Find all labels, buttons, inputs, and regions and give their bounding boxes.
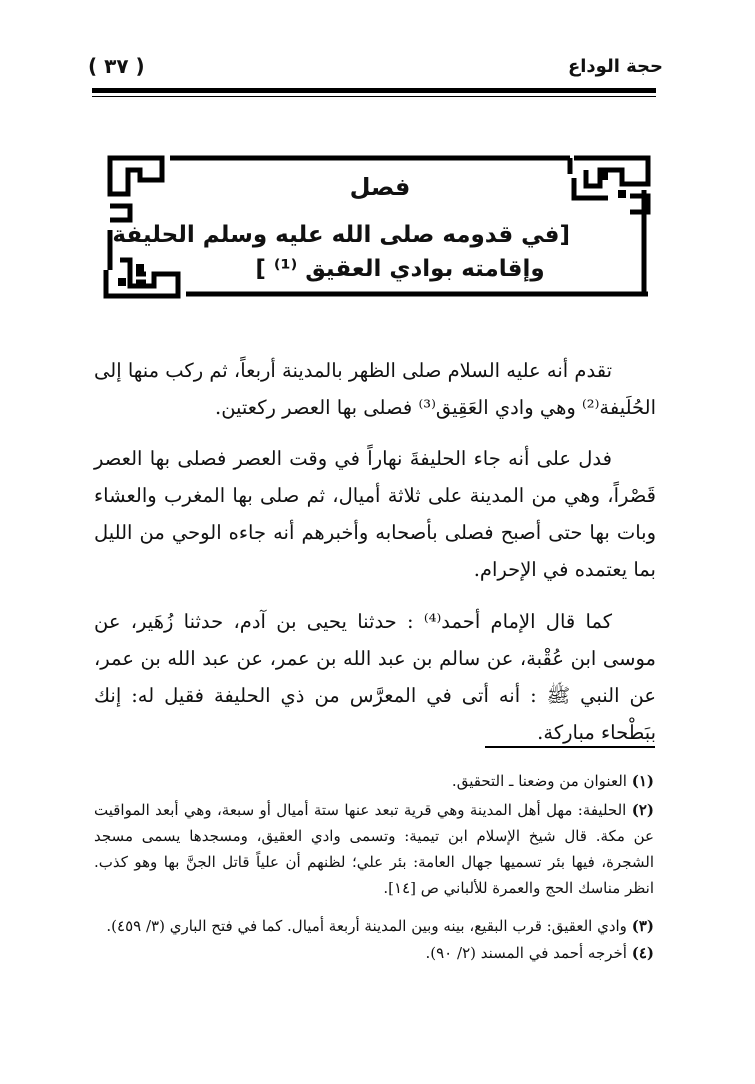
chapter-title-line1: [في قدومه صلى الله عليه وسلم الحليفة: [112, 222, 570, 248]
footnote-separator: [485, 746, 655, 748]
footnote-4: [94, 940, 654, 966]
footnote-number: (٢): [631, 801, 654, 819]
paragraph-1: تقدم أنه عليه السلام صلى الظهر بالمدينة أربعاً، ثم ركب منها إلى الحُلَيفة⁽²⁾ وهي وادي العَقِيق⁽³⁾ فصلى بها العصر ركعتين.: [94, 359, 656, 419]
footnote-text: أخرجه أحمد في المسند (٢/ ٩٠).: [425, 944, 627, 962]
footnote-text: وادي العقيق: قرب البقيع، بينه وبين المدينة أربعة أميال. كما في فتح الباري (٣/ ٤٥٩).: [106, 917, 627, 935]
footnote-1: [94, 768, 654, 794]
footnote-number: (٤): [631, 944, 654, 962]
chapter-title-line2: وإقامته بوادي العقيق ⁽¹⁾ ]: [255, 256, 545, 282]
page-number: ( ٣٧ ): [88, 54, 145, 78]
footnote-3: [94, 913, 654, 939]
header-rule-thin: [92, 96, 656, 97]
footnote-text: العنوان من وضعنا ـ التحقيق.: [451, 772, 627, 790]
paragraph-3: كما قال الإمام أحمد⁽⁴⁾ : حدثنا يحيى بن آدم، حدثنا زُهَير، عن موسى ابن عُقْبة، عن سالم بن عبد الله بن عمر، عن عبد الله بن عمر، عن النبي ﷺ : أنه أتى في المعرَّس من ذي الحليفة فقيل له: إنك ببَطْحاء مباركة.: [94, 610, 656, 744]
footnote-2: [94, 797, 654, 901]
chapter-label: فصل: [349, 173, 411, 201]
footnote-number: (١): [631, 772, 654, 790]
header-rule-thick: [92, 88, 656, 93]
footnote-number: (٣): [631, 917, 654, 935]
footnote-text: الحليفة: مهل أهل المدينة وهي قرية تبعد عنها ستة أميال أو سبعة، وهي أبعد المواقيت عن مكة. قال شيخ الإسلام ابن تيمية: وتسمى وادي العقيق، ومسجدها يسمى مسجد الشجرة، فيها بئر تسميها جهال العامة: بئر علي؛ لظنهم أن علياً قاتل الجنَّ بها وهو كذب. انظر مناسك الحج والعمرة للألباني ص [١٤].: [94, 801, 654, 897]
paragraph-2: فدل على أنه جاء الحليفةَ نهاراً في وقت العصر فصلى بها العصر قَصْراً، وهي من المدينة على ثلاثة أميال، ثم صلى بها المغرب والعشاء وبات بها حتى أصبح فصلى بأصحابه وأخبرهم أنه جاءه الوحي من الليل بما يعتمده في الإحرام.: [94, 447, 656, 581]
running-title: حجة الوداع: [567, 56, 663, 77]
